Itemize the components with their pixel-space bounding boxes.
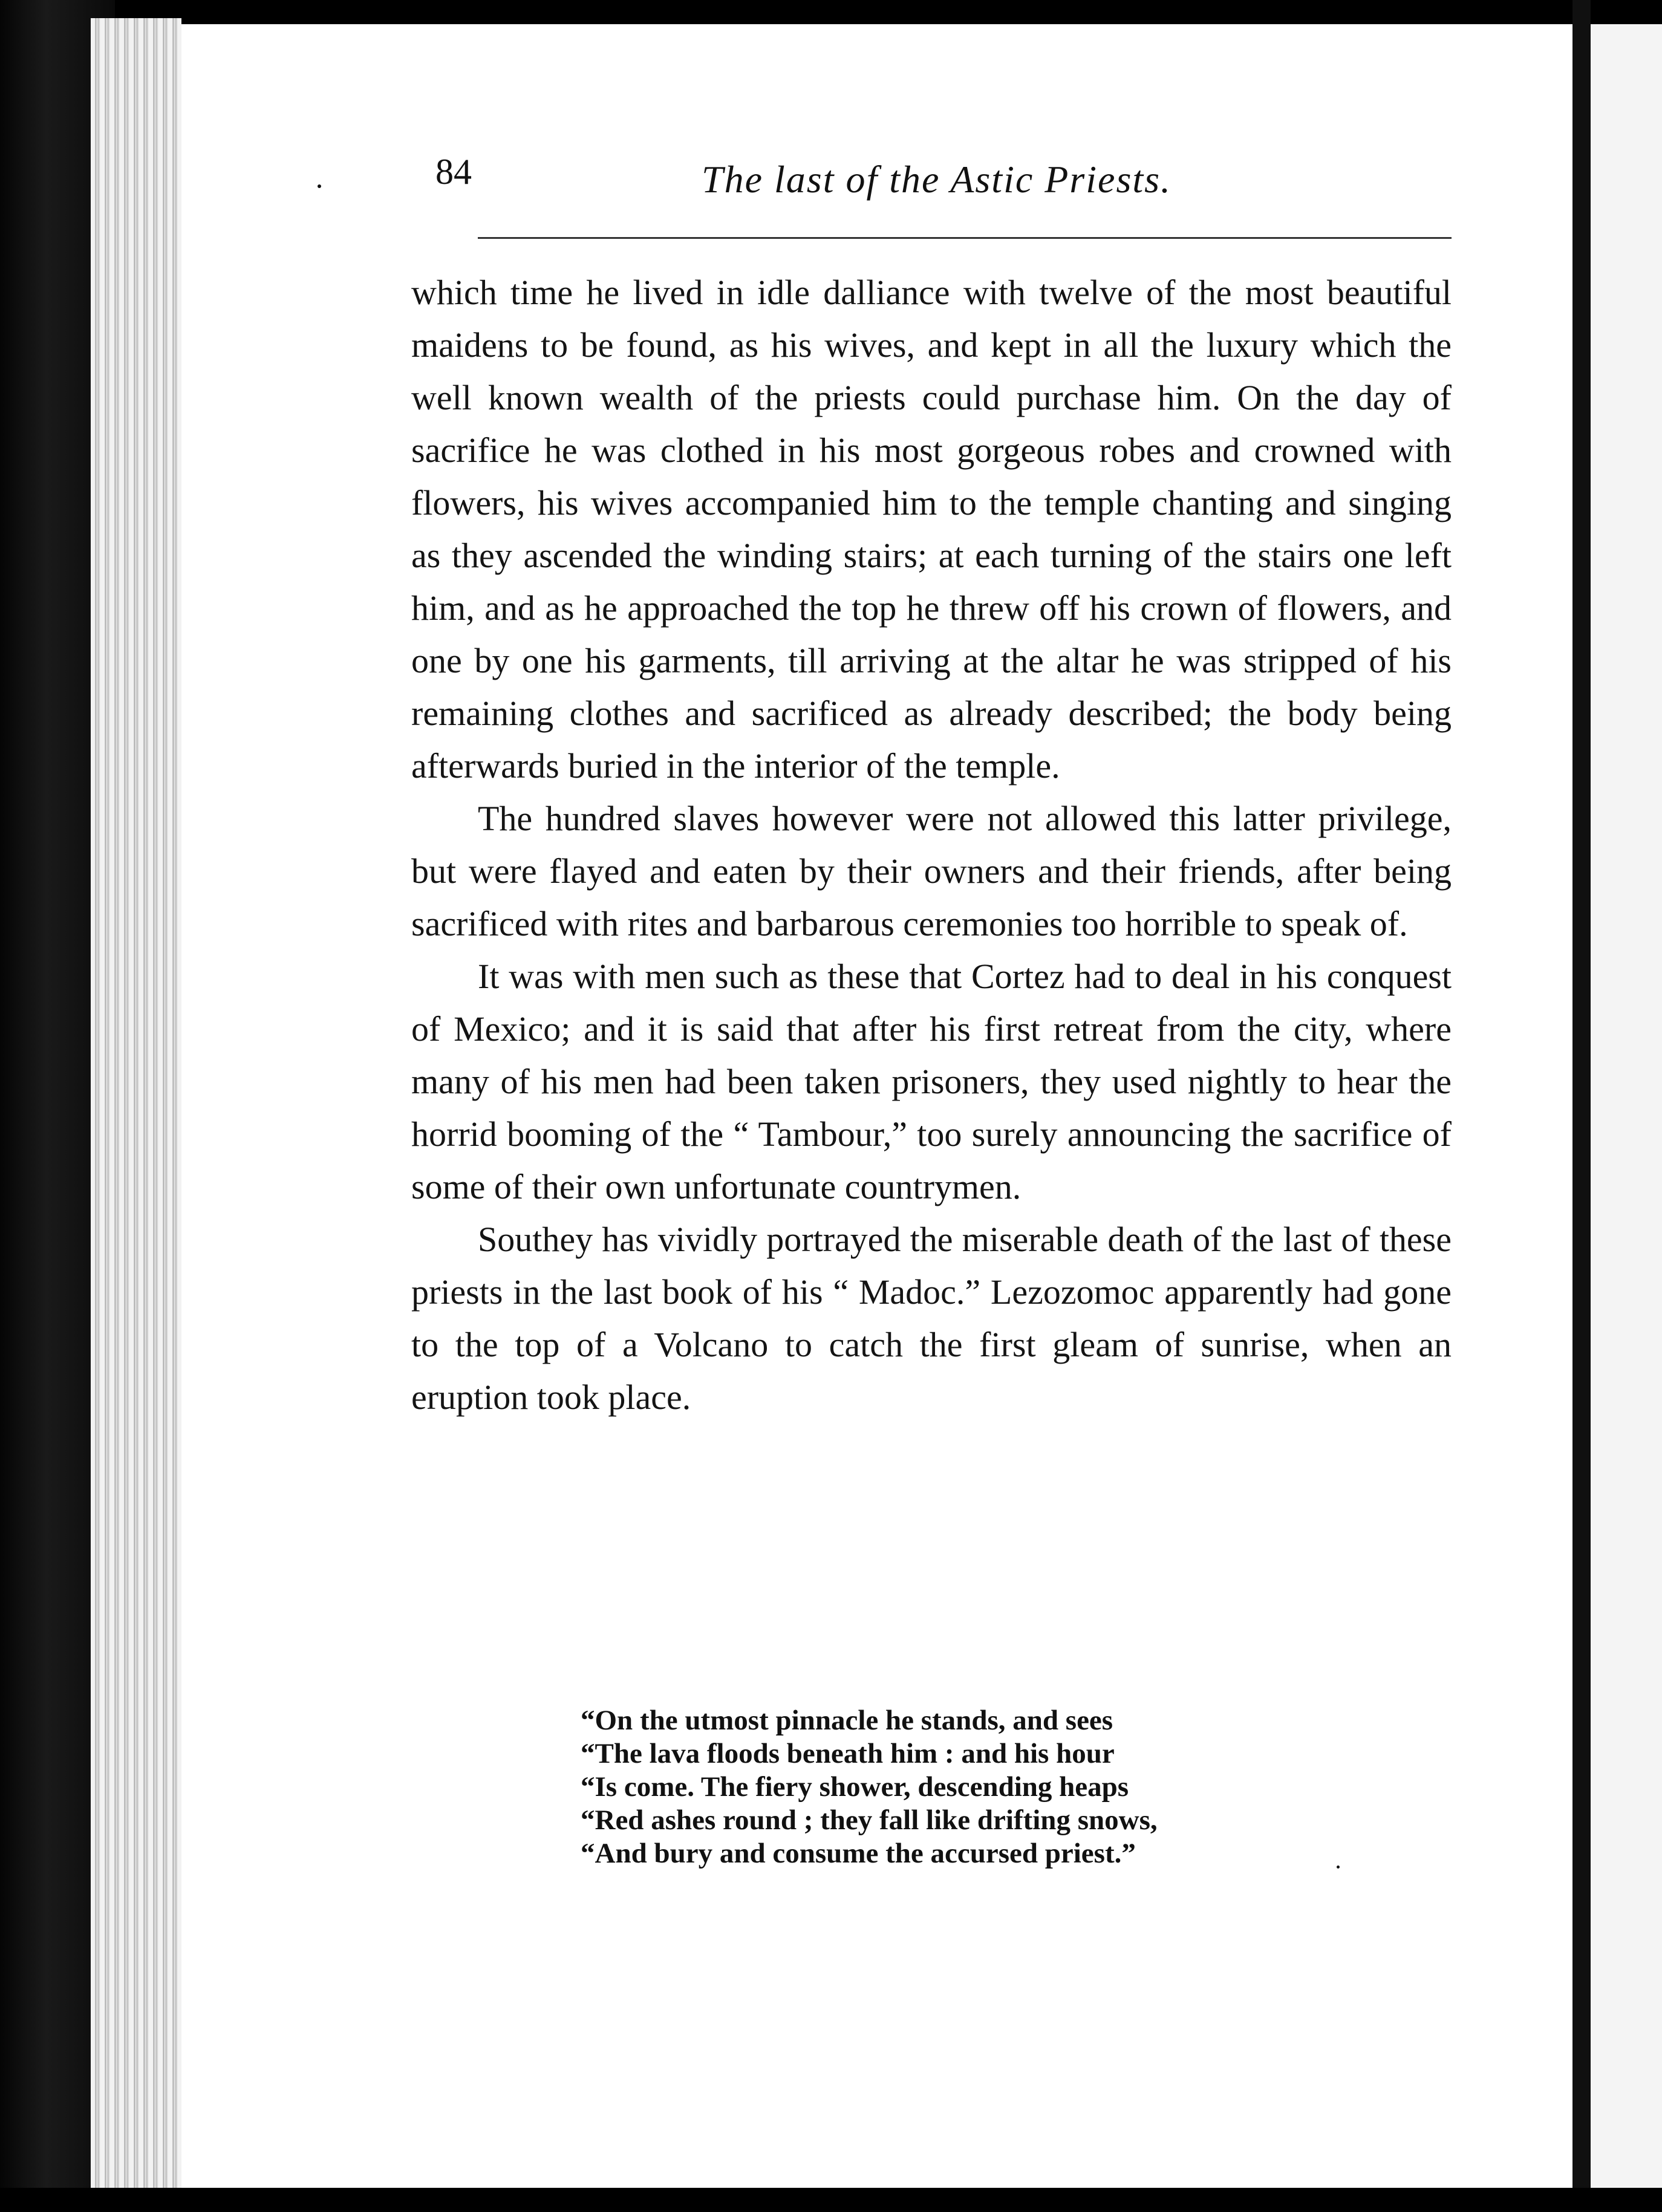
verse-line: “And bury and consume the accursed priest.” xyxy=(581,1838,1136,1869)
header-rule xyxy=(478,237,1452,239)
paragraph: It was with men such as these that Cortez had to deal in his conquest of Mexico; and it is said that after his first retreat from the city, where many of his men had been taken prisoners, they used nightly to hear the horrid booming of the “ Tambour,” too surely announcing the sacrifice of some of their own unfortunate countrymen. xyxy=(411,957,1452,1206)
book-page-edges xyxy=(91,18,181,2212)
verse-quotation xyxy=(581,1704,1367,1870)
book-gutter-edge xyxy=(1572,0,1591,2212)
paragraph: The hundred slaves however were not allowed this latter privilege, but were flayed and eaten by their owners and their friends, after being sacrificed with rites and barbarous ceremonies too horrible to speak of. xyxy=(411,799,1452,943)
page-header xyxy=(248,151,1458,218)
scan-top-border xyxy=(0,0,1662,24)
verse-line: “Red ashes round ; they fall like drifting snows, xyxy=(581,1804,1158,1836)
paragraph: which time he lived in idle dalliance with twelve of the most beautiful maidens to be found, as his wives, and kept in all the luxury which the well known wealth of the priests could purchase him. On the day of sacrifice he was clothed in his most gorgeous robes and crowned with flowers, his wives accompanied him to the temple chanting and singing as they ascended the winding stairs; at each turning of the stairs one left him, and as he approached the top he threw off his crown of flowers, and one by one his garments, till arriving at the altar he was stripped of his remaining clothes and sacrificed as already described; the body being afterwards buried in the interior of the temple. xyxy=(411,273,1452,786)
body-text xyxy=(411,266,1452,1423)
verse-line: “On the utmost pinnacle he stands, and sees xyxy=(581,1705,1113,1736)
page-number: 84 xyxy=(435,152,472,192)
facing-page-strip xyxy=(1591,24,1662,2212)
scan-bottom-border xyxy=(0,2188,1662,2212)
verse-line: “Is come. The fiery shower, descending heaps xyxy=(581,1771,1129,1803)
verse-line: “The lava floods beneath him : and his hour xyxy=(581,1738,1115,1769)
running-title: The last of the Astic Priests. xyxy=(702,158,1172,201)
paragraph: Southey has vividly portrayed the miserable death of the last of these priests in the last book of his “ Madoc.” Lezozomoc apparently had gone to the top of a Volcano to catch the first gleam of sunrise, when an eruption took place. xyxy=(411,1220,1452,1417)
